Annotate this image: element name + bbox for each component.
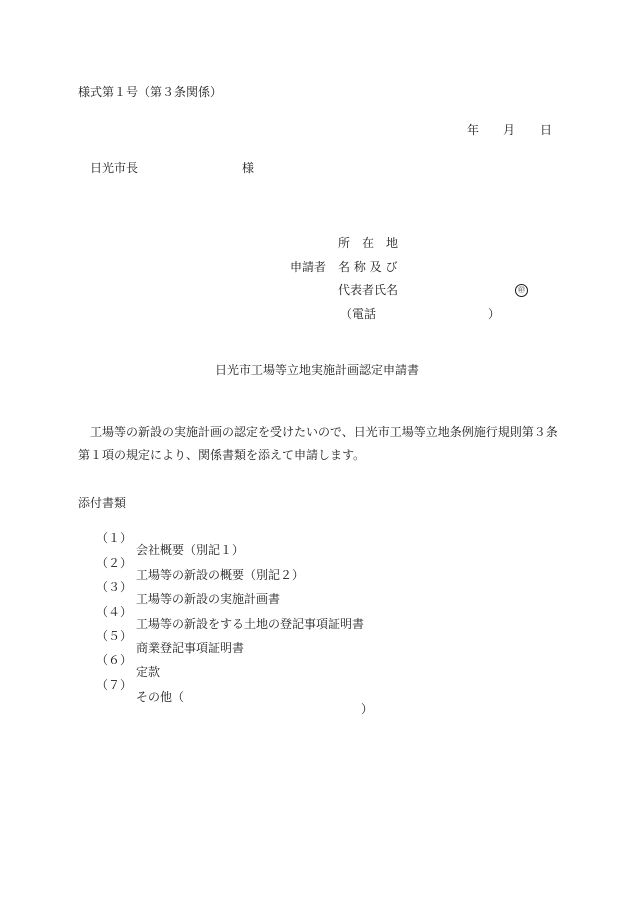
item-number: （３）: [96, 580, 133, 594]
other-close-paren: ）: [361, 702, 374, 716]
item-text: 会社概要（別記１）: [136, 543, 245, 557]
item-number: （４）: [96, 605, 133, 619]
date-day-label: 日: [540, 123, 553, 137]
applicant-name-label: 名 称 及 び: [338, 260, 398, 274]
item-text: 工場等の新設の実施計画書: [136, 592, 281, 606]
item-text: 定款: [136, 665, 161, 679]
list-item: [0, 667, 630, 716]
item-number: （２）: [96, 556, 133, 570]
list-item: [0, 594, 630, 631]
list-item: [0, 545, 630, 582]
item-text: その他（: [136, 690, 185, 704]
applicant-role-label: 申請者: [290, 260, 327, 274]
item-number: （７）: [96, 678, 133, 692]
addressee-name: 日光市長: [90, 161, 139, 175]
addressee-honorific: 様: [242, 161, 255, 175]
item-text: 工場等の新設の概要（別記２）: [136, 568, 305, 582]
list-item: [0, 618, 630, 655]
date-year-label: 年: [467, 123, 480, 137]
phone-open-label: （電話: [340, 307, 377, 321]
body-line-2: 第１項の規定により、関係書類を添えて申請します。: [78, 448, 366, 462]
item-number: （６）: [96, 653, 133, 667]
body-line-1: 工場等の新設の実施計画の認定を受けたいので、日光市工場等立地条例施行規則第３条: [90, 425, 558, 439]
item-text: 商業登記事項証明書: [136, 641, 245, 655]
item-number: （５）: [96, 629, 133, 643]
item-text: 工場等の新設をする土地の登記事項証明書: [136, 617, 365, 631]
seal-mark: ㊞: [515, 284, 528, 297]
applicant-address-label: 所 在 地: [338, 236, 399, 250]
list-item: [0, 642, 630, 679]
date-month-label: 月: [503, 123, 516, 137]
list-item: [0, 520, 630, 557]
list-item: [0, 569, 630, 606]
document-title: 日光市工場等立地実施計画認定申請書: [215, 363, 420, 377]
phone-close-paren: ）: [488, 307, 501, 321]
item-number: （１）: [96, 531, 133, 545]
applicant-representative-label: 代表者氏名: [338, 283, 399, 297]
attachments-heading: 添付書類: [78, 496, 127, 510]
form-number-label: 様式第１号（第３条関係）: [78, 85, 223, 99]
